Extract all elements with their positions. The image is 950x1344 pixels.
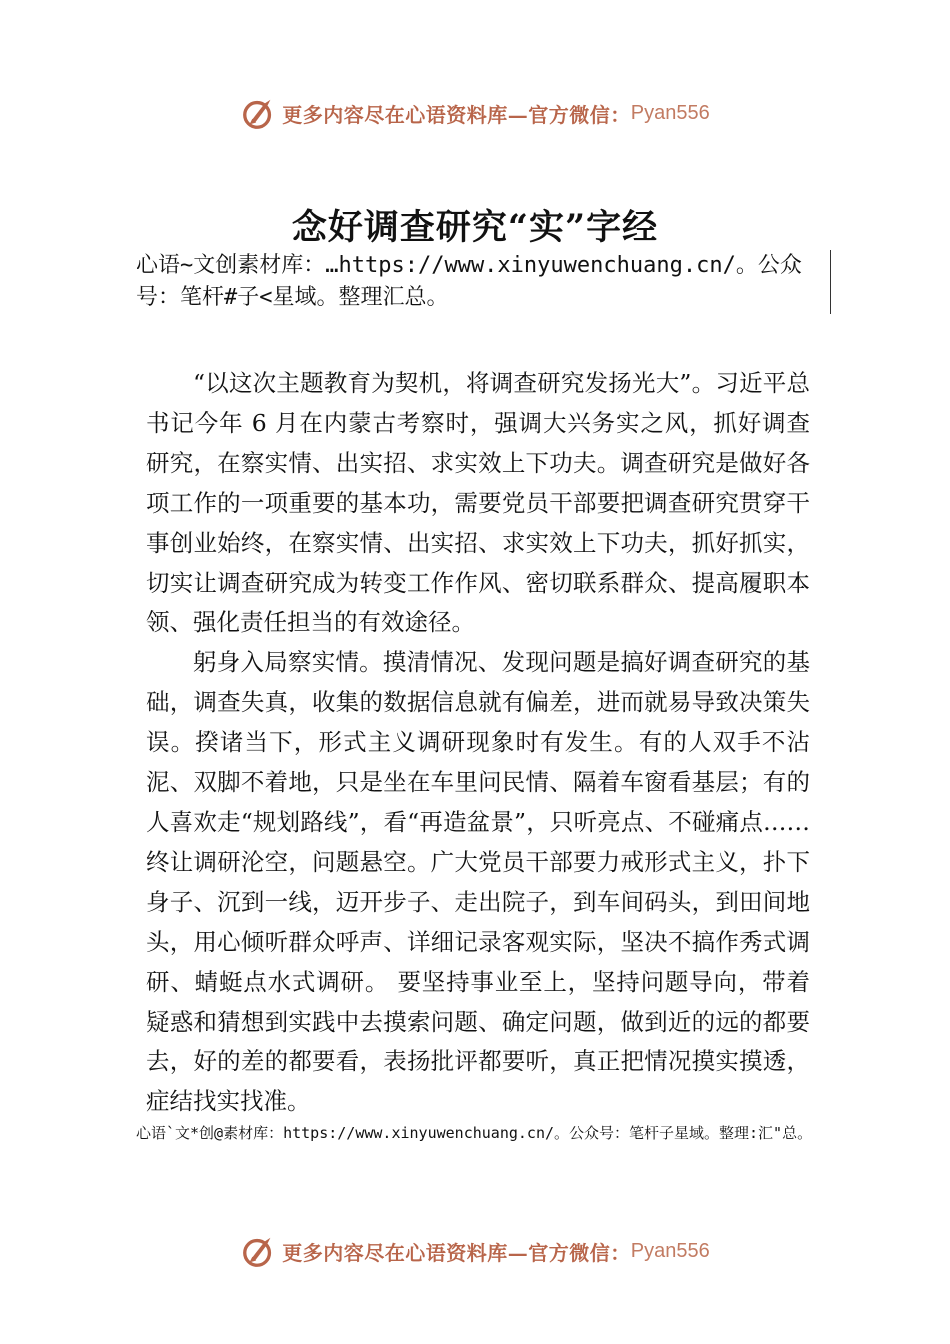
page-title: 念好调查研究“实”字经 — [291, 207, 659, 248]
source-note: 心语~文创素材库：…https://www.xinyuwenchuang.cn/。公众号：笔杆#子<星域。整理汇总。 — [136, 250, 831, 314]
footer-note: 心语`文*创@素材库：https://www.xinyuwenchuang.cn/。公众号：笔杆子星域。整理:汇"总。 — [136, 1124, 813, 1142]
header-banner-wechat: Pyan556 — [630, 101, 710, 124]
paragraph: “以这次主题教育为契机，将调查研究发扬光大”。习近平总书记今年 6 月在内蒙古考察时，强调大兴务实之风，抓好调查研究，在察实情、出实招、求实效上下功夫。调查研究是做好各项工作的一项重要的基本功，需要党员干部要把调查研究贯穿干事创业始终，在察实情、出实招、求实效上下功夫，抓好抓实，切实让调查研究成为转变工作作风、密切联系群众、提高履职本领、强化责任担当的有效途径。 — [146, 369, 810, 637]
footer-banner — [0, 1232, 950, 1270]
pen-logo-icon — [240, 1232, 278, 1270]
footer-banner-text: 更多内容尽在心语资料库—官方微信： — [282, 1240, 631, 1265]
article-body — [146, 364, 810, 1122]
footer-banner-wechat: Pyan556 — [630, 1239, 710, 1262]
pen-logo-icon — [240, 94, 278, 132]
header-banner — [0, 94, 950, 132]
paragraph: 躬身入局察实情。摸清情况、发现问题是搞好调查研究的基础，调查失真，收集的数据信息就有偏差，进而就易导致决策失误。揆诸当下，形式主义调研现象时有发生。有的人双手不沾泥、双脚不着地，只是坐在车里问民情、隔着车窗看基层；有的人喜欢走“规划路线”，看“再造盆景”，只听亮点、不碰痛点……终让调研沦空，问题悬空。广大党员干部要力戒形式主义，扑下身子、沉到一线，迈开步子、走出院子，到车间码头，到田间地头，用心倾听群众呼声、详细记录客观实际，坚决不搞作秀式调研、蜻蜓点水式调研。 要坚持事业至上，坚持问题导向，带着疑惑和猜想到实践中去摸索问题、确定问题，做到近的远的都要去，好的差的都要看，表扬批评都要听，真正把情况摸实摸透，症结找实找准。 — [146, 648, 810, 1116]
header-banner-text: 更多内容尽在心语资料库—官方微信： — [282, 102, 631, 127]
